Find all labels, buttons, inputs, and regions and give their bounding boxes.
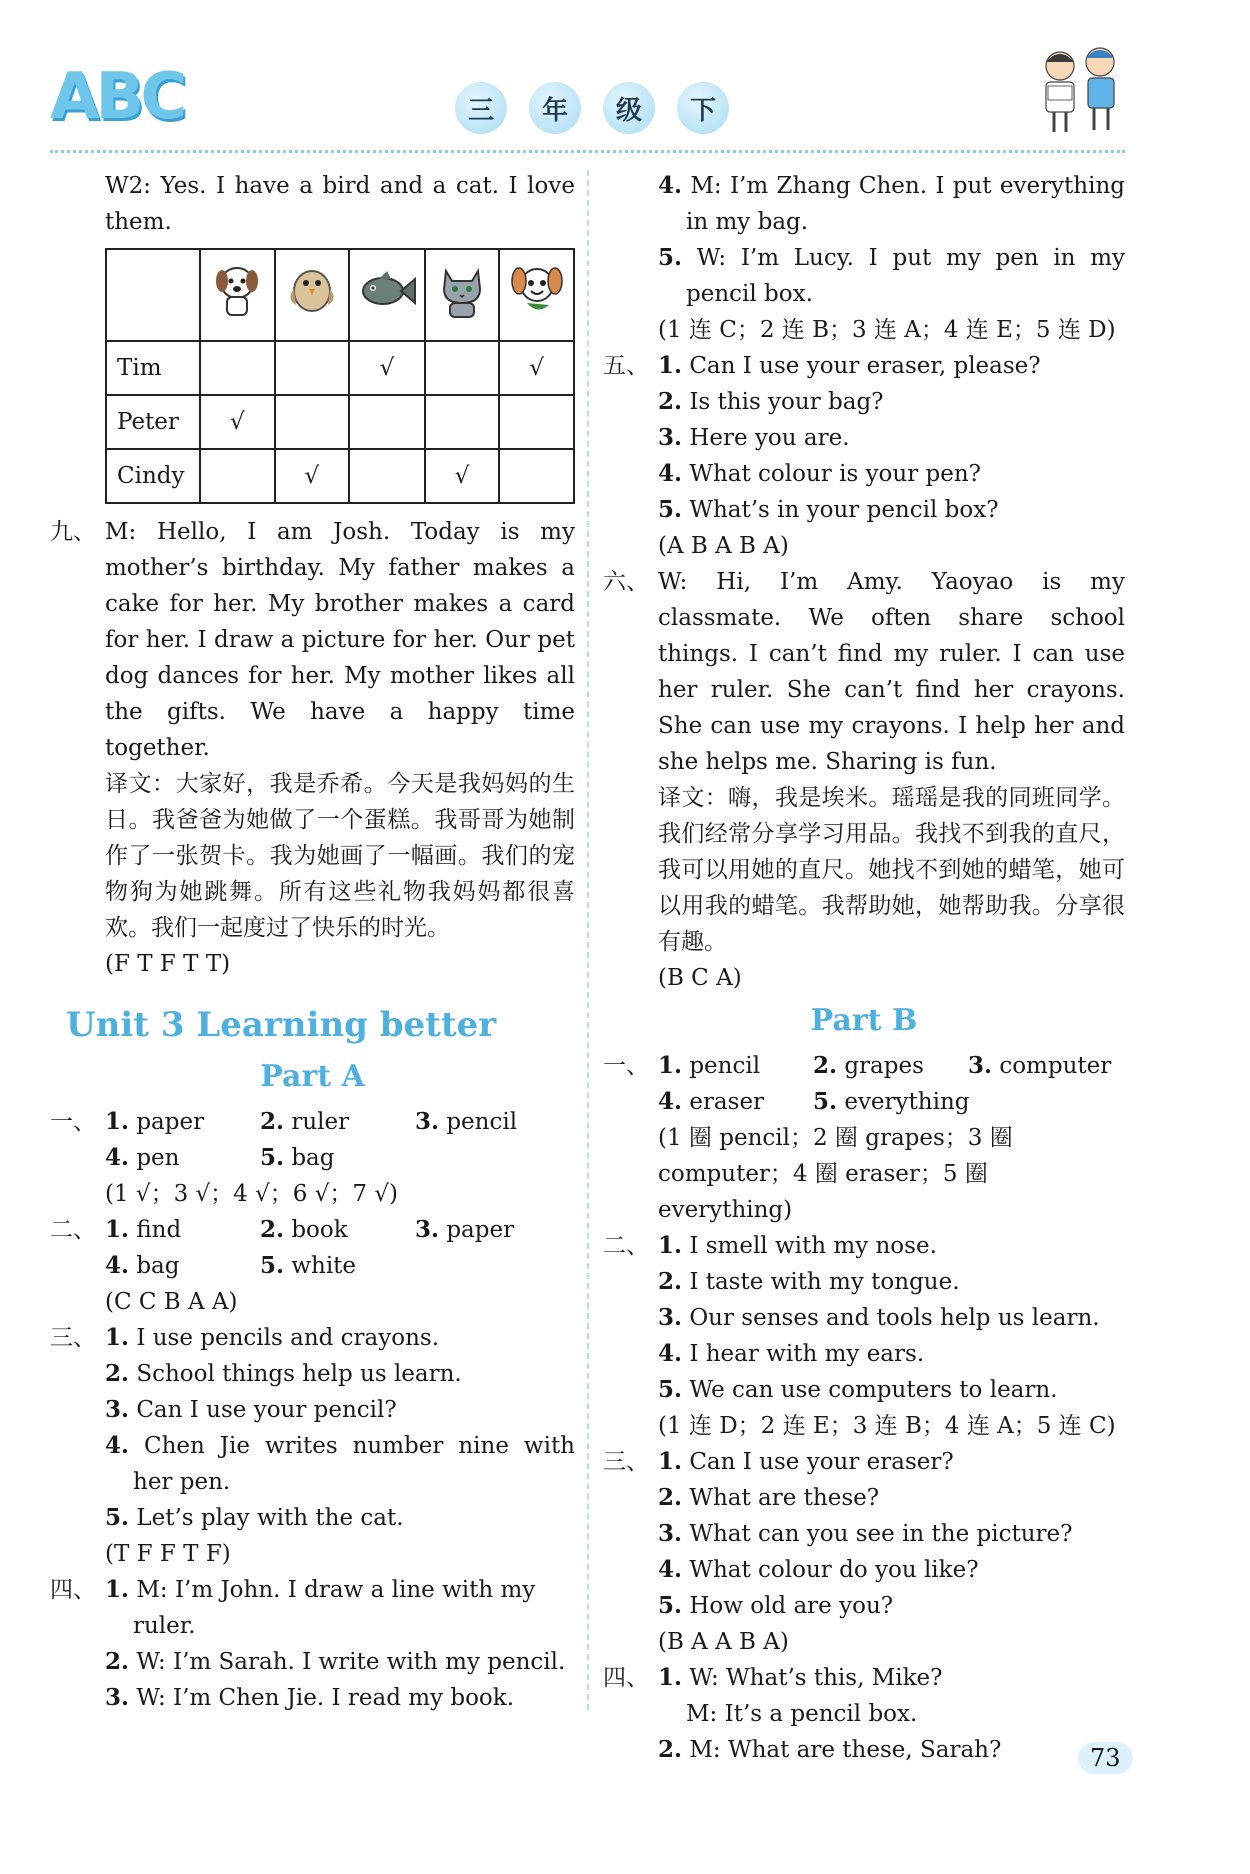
- section-6-text: W: Hi, I’m Amy. Yaoyao is my classmate. We often share school things. I can’t find my ruler. I can use her ruler. She can’t find her crayons. She can use my crayons. I help her and she helps me. Sharing is fun.: [658, 569, 1125, 775]
- section-6-translation: 译文：嗨，我是埃米。瑶瑶是我的同班同学。我们经常分享学习用品。我找不到我的直尺，我可以用她的直尺。她找不到她的蜡笔，她可以用我的蜡笔。我帮助她，她帮助我。分享很有趣。: [658, 785, 1125, 955]
- cat-icon: [425, 249, 500, 341]
- question-9: 九、 M: Hello, I am Josh. Today is my mother’s birthday. My father makes a cake for her. My brother makes a card for her. I draw a picture for her. Our pet dog dances for her. My mother likes all the gifts. We have a happy time together. 译文：大家好，我是乔希。今天是我妈妈的生日。我爸爸为她做了一个蛋糕。我哥哥为她制作了一张贺卡。我为她画了一幅画。我们的宠物狗为她跳舞。所有这些礼物我妈妈都很喜欢。我们一起度过了快乐的时光。 (F T F T T): [50, 514, 575, 982]
- table-row: Peter √: [106, 395, 574, 449]
- section-6-answer: (B C A): [658, 965, 742, 991]
- table-row: Tim √ √: [106, 341, 574, 395]
- fish-icon: [349, 249, 425, 341]
- part-b-title: Part B: [810, 1003, 918, 1038]
- column-divider: [587, 170, 589, 1710]
- section-5-answer: (A B A B A): [658, 533, 789, 559]
- part-a-title: Part A: [260, 1059, 365, 1094]
- section-4-answer: (1 连 C；2 连 B；3 连 A；4 连 E；5 连 D): [658, 317, 1116, 343]
- kids-illustration-icon: [1030, 42, 1130, 138]
- section-2-answer: (C C B A A): [105, 1289, 238, 1315]
- part-b-section-3-answer: (B A A B A): [658, 1629, 789, 1655]
- part-b-section-1: 一、 1. pencil 2. grapes 3. computer 4. eraser 5. everything (1 圈 pencil；2 圈 grapes；3 圈 computer；4 圈 eraser；5 圈 everything): [603, 1048, 1125, 1228]
- part-b-section-2-answer: (1 连 D；2 连 E；3 连 B；4 连 A；5 连 C): [658, 1413, 1116, 1439]
- grade-char: 年: [529, 82, 581, 134]
- page-number: 73: [1078, 1742, 1133, 1774]
- grade-char: 下: [677, 82, 729, 134]
- section-3-answer: (T F F T F): [105, 1541, 231, 1567]
- dog-icon: [200, 249, 275, 341]
- part-b-section-1-answer: (1 圈 pencil；2 圈 grapes；3 圈 computer；4 圈 eraser；5 圈 everything): [658, 1125, 1013, 1223]
- page-header: [0, 0, 1250, 160]
- pet-table: [105, 248, 575, 504]
- section-4: 四、 1. M: I’m John. I draw a line with my ruler. 2. W: I’m Sarah. I write with my pencil. 3. W: I’m Chen Jie. I read my book.: [50, 1576, 566, 1711]
- section-2: 二、 1. find 2. book 3. paper 4. bag 5. white (C C B A A): [50, 1212, 575, 1320]
- q9-translation: 译文：大家好，我是乔希。今天是我妈妈的生日。我爸爸为她做了一个蛋糕。我哥哥为她制作了一张贺卡。我为她画了一幅画。我们的宠物狗为她跳舞。所有这些礼物我妈妈都很喜欢。我们一起度过了快乐的时光。: [105, 771, 575, 941]
- section-3: 三、 1. I use pencils and crayons. 2. School things help us learn. 3. Can I use your pencil? 4. Chen Jie writes number nine with her pen. 5. Let’s play with the cat. (T F F T F): [50, 1320, 575, 1572]
- abc-logo: ABC: [50, 60, 184, 134]
- rabbit-icon: [499, 249, 574, 341]
- grade-label: [455, 82, 729, 134]
- w2-line: W2: Yes. I have a bird and a cat. I love them.: [105, 173, 575, 235]
- section-5: 五、 1. Can I use your eraser, please? 2. Is this your bag? 3. Here you are. 4. What colour is your pen? 5. What’s in your pencil box? (A B A B A): [603, 348, 1125, 564]
- part-b-section-2: 二、 1. I smell with my nose. 2. I taste with my tongue. 3. Our senses and tools help us learn. 4. I hear with my ears. 5. We can use computers to learn. (1 连 D；2 连 E；3 连 B；4 连 A；5 连 C): [603, 1228, 1125, 1444]
- grade-char: 三: [455, 82, 507, 134]
- section-4-continued: 4. M: I’m Zhang Chen. I put everything in my bag. 5. W: I’m Lucy. I put my pen in my pencil box. (1 连 C；2 连 B；3 连 A；4 连 E；5 连 D): [603, 168, 1125, 348]
- q9-answer: (F T F T T): [105, 951, 231, 977]
- q9-text: M: Hello, I am Josh. Today is my mother’s birthday. My father makes a cake for her. My brother makes a card for her. I draw a picture for her. Our pet dog dances for her. My mother likes all the gifts. We have a happy time together.: [105, 519, 575, 761]
- left-column: [50, 168, 575, 1716]
- header-divider: [50, 150, 1125, 153]
- section-1-answer: (1 √；3 √；4 √；6 √；7 √): [105, 1181, 398, 1207]
- table-row: Cindy √ √: [106, 449, 574, 503]
- unit-title: Unit 3 Learning better: [66, 1005, 497, 1045]
- right-column: [603, 168, 1125, 1768]
- section-1: 一、 1. paper 2. ruler 3. pencil 4. pen 5. bag (1 √；3 √；4 √；6 √；7 √): [50, 1104, 575, 1212]
- bird-icon: [275, 249, 350, 341]
- section-6: 六、 W: Hi, I’m Amy. Yaoyao is my classmate. We often share school things. I can’t find my ruler. I can use her ruler. She can’t find her crayons. She can use my crayons. I help her and she helps me. Sharing is fun. 译文：嗨，我是埃米。瑶瑶是我的同班同学。我们经常分享学习用品。我找不到我的直尺，我可以用她的直尺。她找不到她的蜡笔，她可以用我的蜡笔。我帮助她，她帮助我。分享很有趣。 (B C A): [603, 564, 1125, 996]
- part-b-section-4: 四、 1. W: What’s this, Mike? M: It’s a pencil box. 2. M: What are these, Sarah?: [603, 1664, 1002, 1763]
- part-b-section-3: 三、 1. Can I use your eraser? 2. What are these? 3. What can you see in the picture? 4. What colour do you like? 5. How old are you? (B A A B A): [603, 1444, 1125, 1660]
- grade-char: 级: [603, 82, 655, 134]
